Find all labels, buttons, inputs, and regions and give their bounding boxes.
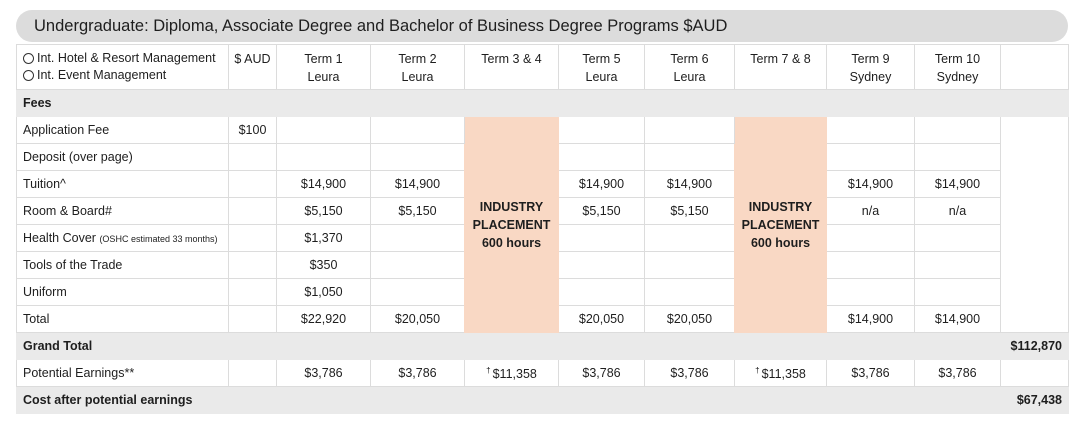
header-term-1: Term 1 Leura [277,45,371,90]
fees-table [16,44,1069,414]
row-label: Health Cover (OSHC estimated 33 months) [17,225,229,252]
cost-after-earnings-row [17,387,1069,414]
row-label: Room & Board# [17,198,229,225]
fees-heading: Fees [17,90,1069,117]
row-label: Tools of the Trade [17,252,229,279]
header-term-3-4: Term 3 & 4 [465,45,559,90]
row-label: Potential Earnings** [17,360,229,387]
header-term-10: Term 10 Sydney [915,45,1001,90]
program-option-event[interactable]: Int. Event Management [23,67,228,84]
header-blank [1001,45,1069,90]
header-term-2: Term 2 Leura [371,45,465,90]
table-row [17,117,1069,144]
header-aud: $ AUD [229,45,277,90]
fees-section-row [17,90,1069,117]
radio-icon[interactable] [23,70,34,81]
table-row: Room & Board# $5,150 $5,150 $5,150 $5,150 n/a n/a [17,198,1069,225]
cost-after-label: Cost after potential earnings [17,387,1001,414]
header-term-5: Term 5 Leura [559,45,645,90]
row-label: Uniform [17,279,229,306]
row-label: Tuition^ [17,171,229,198]
table-row: Total $22,920 $20,050 $20,050 $20,050 $14,900 $14,900 [17,306,1069,333]
row-label: Deposit (over page) [17,144,229,171]
header-term-9: Term 9 Sydney [827,45,915,90]
blank-column [1001,117,1069,333]
header-row [17,45,1069,90]
grand-total-label: Grand Total [17,333,1001,360]
header-term-6: Term 6 Leura [645,45,735,90]
table-row: Tools of the Trade $350 [17,252,1069,279]
cell-aud: $100 [229,117,277,144]
program-option-hotel[interactable]: Int. Hotel & Resort Management [23,50,228,67]
grand-total-row [17,333,1069,360]
earnings-term-7-8: † $11,358 [735,360,827,387]
earnings-term-3-4: † $11,358 [465,360,559,387]
industry-placement-term-3-4: INDUSTRY PLACEMENT 600 hours [465,117,559,333]
row-label: Total [17,306,229,333]
radio-icon[interactable] [23,53,34,64]
grand-total-value: $112,870 [1001,333,1069,360]
table-row: Tuition^ $14,900 $14,900 $14,900 $14,900 $14,900 $14,900 [17,171,1069,198]
industry-placement-term-7-8: INDUSTRY PLACEMENT 600 hours [735,117,827,333]
program-options [17,45,229,90]
table-row: Uniform $1,050 [17,279,1069,306]
table-row: Potential Earnings** $3,786 $3,786 † $11,358 $3,786 $3,786 † $11,358 $3,786 $3,786 [17,360,1069,387]
table-row: Health Cover (OSHC estimated 33 months) $1,370 [17,225,1069,252]
cost-after-value: $67,438 [1001,387,1069,414]
header-term-7-8: Term 7 & 8 [735,45,827,90]
row-label: Application Fee [17,117,229,144]
table-title: Undergraduate: Diploma, Associate Degree and Bachelor of Business Degree Programs $AUD [16,10,1068,42]
